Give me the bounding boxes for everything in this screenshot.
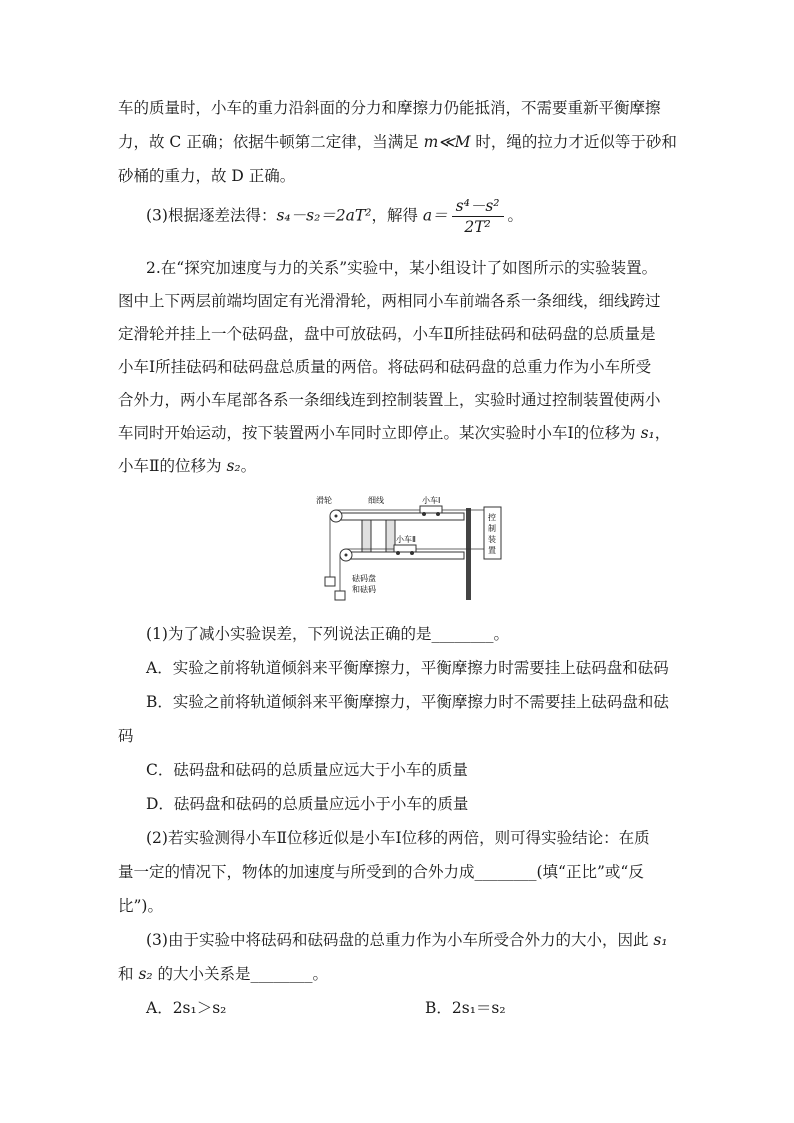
- text-span: D．砝码盘和砝码的总质量应远小于小车的质量: [146, 795, 469, 813]
- cart1-label: 小车Ⅰ: [422, 496, 441, 505]
- text-span: 图中上下两层前端均固定有光滑滑轮，两相同小车前端各系一条细线，细线跨过: [118, 292, 661, 310]
- text-span: ，: [654, 424, 671, 442]
- text-line: [118, 291, 678, 311]
- text-span: B．2s₁＝s₂: [425, 999, 506, 1017]
- math-inline: m≪M: [423, 133, 471, 151]
- text-span: 车的质量时，小车的重力沿斜面的分力和摩擦力仍能抵消，不需要重新平衡摩擦: [118, 99, 661, 117]
- text-span: 比”)。: [118, 897, 163, 915]
- text-span: 时，绳的拉力才近似等于砂和: [470, 133, 677, 151]
- text-line: [118, 896, 678, 916]
- wheel-icon: [422, 512, 426, 516]
- question-1: [146, 624, 706, 644]
- text-line: [118, 166, 678, 186]
- option-b-cont: [118, 726, 678, 746]
- wheel-icon: [436, 512, 440, 516]
- weight-label: 砝码盘: [352, 574, 376, 583]
- option-a: [146, 658, 706, 678]
- text-span: (3)根据逐差法得：: [146, 206, 277, 225]
- pulley-axle: [345, 554, 348, 557]
- text-span: 砂桶的重力，故 D 正确。: [118, 167, 296, 185]
- text-span: 码: [118, 727, 134, 745]
- weight-icon: [325, 577, 335, 586]
- text-span: 车同时开始运动，按下装置两小车同时立即停止。某次实验时小车Ⅰ的位移为: [118, 424, 641, 442]
- question-stem: [146, 258, 706, 278]
- cart-2: [394, 545, 416, 552]
- math-inline: s₂: [138, 965, 153, 983]
- math-inline: s₁: [640, 424, 655, 442]
- support-post: [362, 520, 371, 552]
- answer-b: [425, 998, 506, 1018]
- text-span: (3)由于实验中将砝码和砝码盘的总重力作为小车所受合外力的大小，因此: [146, 931, 654, 949]
- string-label: 细线: [368, 496, 384, 505]
- text-span: 和: [118, 965, 139, 983]
- text-line: [118, 98, 678, 118]
- control-label: 控: [488, 513, 496, 522]
- text-span: 量一定的情况下，物体的加速度与所受到的合外力成________(填“正比”或“反: [118, 863, 644, 881]
- text-line: [118, 357, 678, 377]
- text-span: 力，故 C 正确；依据牛顿第二定律，当满足: [118, 133, 424, 151]
- text-span: B．实验之前将轨道倾斜来平衡摩擦力，平衡摩擦力时不需要挂上砝码盘和砝: [146, 693, 669, 711]
- text-span: 小车Ⅰ所挂砝码和砝码盘总质量的两倍。将砝码和砝码盘的总重力作为小车所受: [118, 358, 652, 376]
- fraction-numerator: s⁴－s²: [452, 196, 504, 217]
- text-span: 2.在“探究加速度与力的关系”实验中，某小组设计了如图所示的实验装置。: [146, 259, 658, 277]
- wheel-icon: [396, 551, 400, 555]
- math-inline: a＝: [422, 206, 448, 225]
- control-label: 制: [488, 524, 496, 533]
- text-span: 合外力，两小车尾部各系一条细线连到控制装置上，实验时通过控制装置使两小: [118, 391, 661, 409]
- cart-1: [420, 506, 442, 513]
- text-span: (2)若实验测得小车Ⅱ位移近似是小车Ⅰ位移的两倍，则可得实验结论：在质: [146, 829, 650, 847]
- pulley-label: 滑轮: [316, 496, 332, 505]
- text-span: 。: [507, 206, 524, 225]
- fraction: [452, 196, 504, 237]
- experiment-diagram: [316, 493, 502, 605]
- math-inline: s₂: [226, 457, 241, 475]
- text-line: [118, 862, 678, 882]
- text-span: 。: [240, 457, 257, 475]
- text-line: [118, 964, 678, 984]
- text-span: (1)为了减小实验误差，下列说法正确的是________。: [146, 625, 509, 643]
- weight-icon: [335, 591, 345, 600]
- text-span: A．2s₁＞s₂: [146, 999, 227, 1017]
- text-line: [118, 324, 678, 344]
- question-2: [146, 828, 706, 848]
- wheel-icon: [410, 551, 414, 555]
- text-line: [118, 456, 678, 476]
- text-span: ，解得: [371, 206, 423, 225]
- question-3: [146, 930, 706, 950]
- option-c: [146, 760, 706, 780]
- control-label: 置: [488, 546, 496, 555]
- math-inline: s₄－s₂＝2aT²: [276, 206, 372, 225]
- pulley-axle: [335, 515, 338, 518]
- text-line: [118, 390, 678, 410]
- text-line: [118, 423, 678, 443]
- upper-track: [334, 513, 464, 520]
- cart2-label: 小车Ⅱ: [396, 535, 416, 544]
- equation-line: [146, 196, 706, 246]
- end-plate: [466, 508, 471, 600]
- control-label: 装: [488, 535, 496, 544]
- option-b: [146, 692, 706, 712]
- option-d: [146, 794, 706, 814]
- text-span: 的大小关系是________。: [152, 965, 329, 983]
- lower-track: [342, 552, 464, 559]
- fraction-denominator: 2T²: [464, 218, 491, 236]
- text-span: 定滑轮并挂上一个砝码盘，盘中可放砝码，小车Ⅱ所挂砝码和砝码盘的总质量是: [118, 325, 656, 343]
- weight-label: 和砝码: [352, 585, 376, 594]
- text-line: [118, 132, 678, 152]
- text-span: C．砝码盘和砝码的总质量应远大于小车的质量: [146, 761, 468, 779]
- text-span: A．实验之前将轨道倾斜来平衡摩擦力，平衡摩擦力时需要挂上砝码盘和砝码: [146, 659, 669, 677]
- math-inline: s₁: [653, 931, 668, 949]
- text-span: 小车Ⅱ的位移为: [118, 457, 227, 475]
